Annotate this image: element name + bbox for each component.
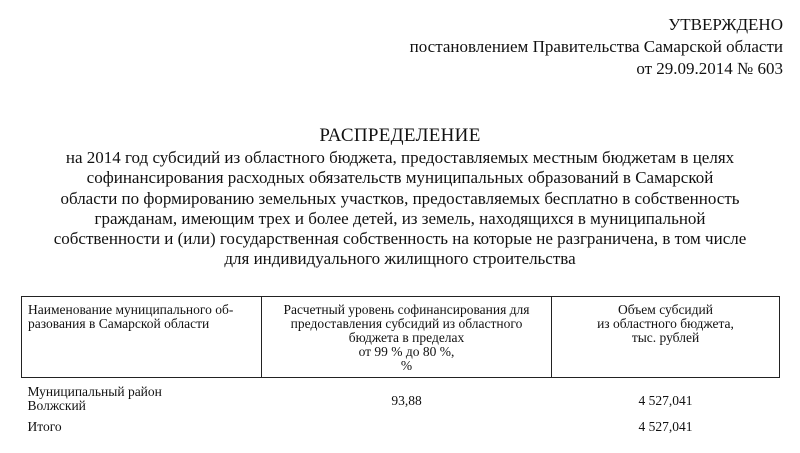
heading-line: для индивидуального жилищного строительства [224,249,576,269]
cell-rate: 93,88 [391,393,422,408]
heading-line: на 2014 год субсидий из областного бюджета, предоставляемых местным бюджетам в целях [65,148,735,167]
heading-line: гражданам, имеющим трех и более детей, из земель, находящихся в муниципальной [94,208,706,228]
approval-decree: постановлением Правительства Самарской области [409,37,783,56]
approval-title: УТВЕРЖДЕНО [668,15,783,34]
approval-block [410,14,783,80]
heading-line: собственности и (или) государственная собственность на которые не разграничена, в том числе [53,229,747,249]
document-heading [0,124,800,270]
header-municipality: Наименование муниципального об- разования в Самарской области [22,297,262,378]
subsidy-table [21,296,780,434]
table-header-row [22,297,780,378]
cell-amount: 4 527,041 [638,393,693,408]
heading-line: софинансирования расходных обязательств муниципальных образований в Самарской [86,168,714,188]
cell-total-rate [262,416,552,434]
cell-total-amount: 4 527,041 [638,418,693,434]
cell-total-label: Итого [27,418,62,434]
table-row [22,378,780,416]
header-subsidy-amount: Объем субсидий из областного бюджета, тыс. рублей [552,297,780,378]
header-cofinancing-rate: Расчетный уровень софинансирования для предоставления субсидий из областного бюджета в пределах от 99 % до 80 %, % [262,297,552,378]
approval-date: от 29.09.2014 № 603 [636,59,783,78]
table-total-row [22,416,780,434]
heading-line: области по формированию земельных участков, предоставляемых бесплатно в собственность [60,188,740,208]
cell-municipality: Муниципальный район Волжский [27,384,162,413]
document-title: РАСПРЕДЕЛЕНИЕ [319,125,481,146]
